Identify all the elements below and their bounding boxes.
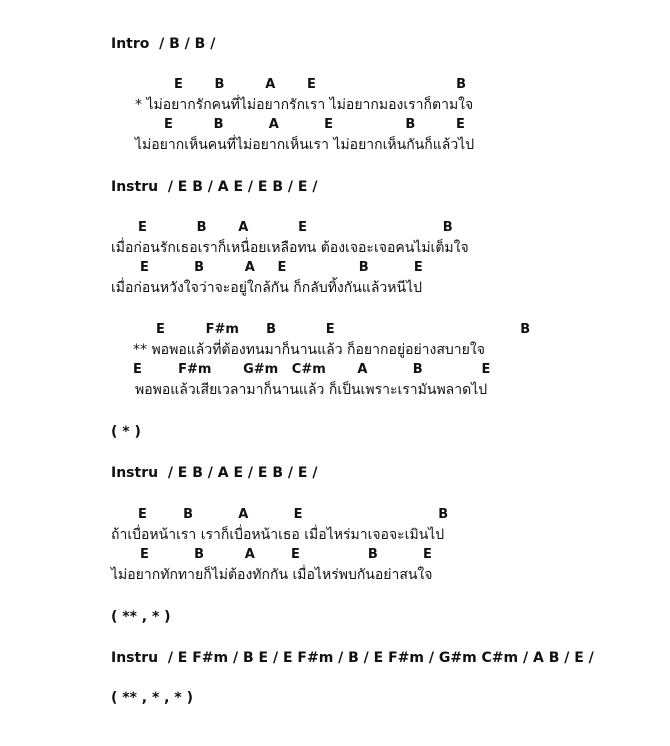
- verse2-lyric-line-2: ไม่อยากทักทายก็ไม่ต้องทักกัน เมื่อไหร่พบกันอย่าสนใจ: [111, 567, 433, 583]
- repeat-mark-1: ( ** , * ): [111, 609, 171, 625]
- verse1-chord-line-1: E B A E B: [138, 220, 453, 235]
- intro-line: Intro / B / B /: [111, 36, 216, 52]
- bridge-lyric-line-2: พอพอแล้วเสียเวลามาก็นานแล้ว ก็เป็นเพราะเรามันพลาดไป: [135, 382, 488, 398]
- verse1-lyric-line-2: เมื่อก่อนหวังใจว่าจะอยู่ใกล้กัน ก็กลับทิ้งกันแล้วหนีไป: [111, 280, 423, 296]
- verse1-lyric-line-1: เมื่อก่อนรักเธอเราก็เหนื่อยเหลือทน ต้องเจอะเจอคนไม่เต็มใจ: [111, 240, 469, 256]
- chorus-lyric-line-1: * ไม่อยากรักคนที่ไม่อยากรักเรา ไม่อยากมองเราก็ตามใจ: [135, 97, 474, 113]
- bridge-lyric-line-1: ** พอพอแล้วที่ต้องทนมาก็นานแล้ว ก็อยากอยู่อย่างสบายใจ: [133, 342, 485, 358]
- repeat-chorus-mark: ( * ): [111, 424, 141, 440]
- chorus-chord-line-1: E B A E B: [174, 77, 467, 92]
- verse2-chord-line-1: E B A E B: [138, 507, 449, 522]
- verse1-chord-line-2: E B A E B E: [140, 260, 423, 275]
- verse2-chord-line-2: E B A E B E: [140, 547, 432, 562]
- bridge-chord-line-1: E F#m B E B: [156, 322, 531, 337]
- instru-line-3: Instru / E F#m / B E / E F#m / B / E F#m / G#m C#m / A B / E /: [111, 650, 594, 666]
- chorus-lyric-line-2: ไม่อยากเห็นคนที่ไม่อยากเห็นเรา ไม่อยากเห็นกันก็แล้วไป: [135, 137, 475, 153]
- instru-line-2: Instru / E B / A E / E B / E /: [111, 465, 318, 481]
- chorus-chord-line-2: E B A E B E: [164, 117, 465, 132]
- repeat-mark-2: ( ** , * , * ): [111, 690, 193, 706]
- instru-line-1: Instru / E B / A E / E B / E /: [111, 179, 318, 195]
- bridge-chord-line-2: E F#m G#m C#m A B E: [133, 362, 491, 377]
- verse2-lyric-line-1: ถ้าเบื่อหน้าเรา เราก็เบื่อหน้าเธอ เมื่อไหร่มาเจอจะเมินไป: [111, 527, 445, 543]
